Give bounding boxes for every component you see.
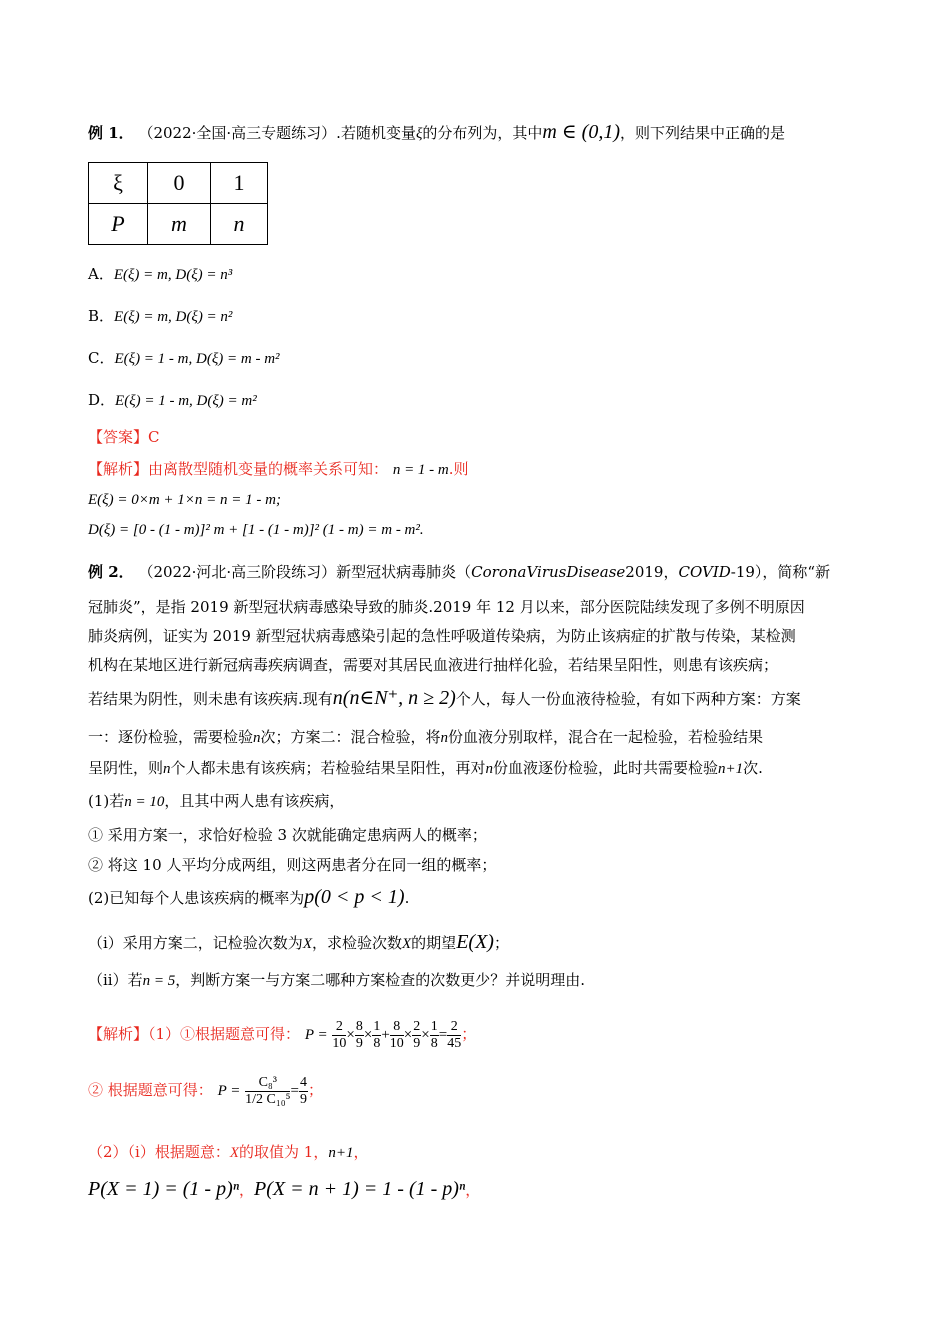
text: ，判断方案一与方案二哪种方案检查的次数更少？并说明理由. (175, 971, 586, 989)
example2-source: （2022·河北·高三阶段练习）新型冠状病毒肺炎（ (138, 563, 472, 581)
option-expr: E(ξ) = 1 - m, D(ξ) = m - m² (114, 351, 280, 367)
numerator: 2 (447, 1019, 461, 1036)
option-b (88, 306, 232, 327)
fraction (332, 1019, 346, 1052)
table-row (89, 204, 268, 245)
text: ； (307, 1081, 323, 1099)
example2-line1 (88, 562, 830, 582)
denominator: 10 (389, 1035, 404, 1051)
denominator: 8 (373, 1035, 381, 1051)
denominator: 9 (355, 1035, 363, 1051)
example2-name-en: CoronaVirusDisease (471, 563, 626, 581)
analysis-tag: 【解析】 (88, 460, 149, 478)
table-cell: ξ (89, 163, 148, 204)
example2-line4: 机构在某地区进行新冠病毒疾病调查，需要对其居民血液进行抽样化验，若结果呈阳性，则患有该疾病； (88, 656, 779, 674)
text: 个人都未患有该疾病；若检验结果呈阳性，再对 (170, 759, 486, 777)
option-a (88, 264, 232, 285)
question-1 (88, 791, 344, 812)
half: 1/2 (245, 1091, 263, 1107)
question-1-2: ② 将这 10 人平均分成两组，则这两患者分在同一组的概率； (88, 856, 497, 874)
text: ， (353, 1143, 369, 1161)
fraction (355, 1019, 364, 1052)
denominator: 45 (447, 1035, 462, 1051)
denominator: 8 (430, 1035, 438, 1051)
question-2-1 (88, 932, 509, 954)
text: (2)已知每个人患该疾病的概率为 (88, 889, 305, 907)
expr-ex: E(X) (456, 931, 494, 953)
times-sign: × (421, 1027, 430, 1043)
answer-tag: 【答案】 (88, 428, 149, 446)
text: （ii）若 (88, 971, 143, 989)
solution-3 (88, 1142, 368, 1163)
option-expr: E(ξ) = 1 - m, D(ξ) = m² (115, 393, 257, 409)
expr-n-plus-1: n+1 (718, 761, 744, 777)
fraction (372, 1019, 381, 1052)
example2-abbr: COVID (678, 563, 731, 581)
example1-question (88, 122, 785, 144)
answer (88, 427, 160, 447)
example2-label: 例 2． (88, 563, 134, 581)
text: 次. (743, 759, 763, 777)
option-expr: E(ξ) = m, D(ξ) = n³ (113, 267, 233, 283)
solution-1 (88, 1014, 476, 1055)
table-cell: n (211, 204, 268, 245)
analysis-end: .则 (448, 460, 469, 478)
fraction (447, 1019, 461, 1052)
expr-n-plus-1: n+1 (328, 1145, 354, 1161)
text: ， (465, 1181, 481, 1199)
expr-p-range: p(0 < p < 1) (304, 886, 405, 908)
plus-sign: + (381, 1027, 390, 1043)
example1-question-a: .若随机变量 (336, 124, 416, 142)
text: 份血液分别取样，混合在一起检验，若检验结果 (448, 728, 764, 746)
text: ，且其中两人患有该疾病， (164, 792, 345, 810)
text: ； (461, 1025, 477, 1043)
example2-line2: 冠肺炎”，是指 2019 新型冠状病毒感染导致的肺炎.2019 年 12 月以来，部分医院陆续发现了多例不明原因 (88, 598, 805, 616)
example2-line5 (88, 688, 801, 709)
example1-condition: m ∈ (0,1) (542, 121, 620, 143)
solution-tag: 【解析】 (88, 1025, 149, 1043)
expr-n-5: n = 5 (142, 973, 176, 989)
text: ，求检验次数 (311, 934, 402, 952)
combination-fraction (245, 1075, 290, 1108)
var-x: X (229, 1145, 240, 1161)
equals-sign: = (438, 1027, 448, 1043)
question-1-1: ① 采用方案一，求恰好检验 3 次就能确定患病两人的概率； (88, 826, 487, 844)
solution-2 (88, 1065, 323, 1116)
numerator: 1 (430, 1018, 438, 1034)
text: 个人，每人一份血液待检验，有如下两种方案：方案 (455, 690, 801, 708)
example1-xi: ξ (415, 126, 423, 142)
answer-value: C (148, 428, 160, 446)
table-row (89, 163, 268, 204)
option-c (88, 348, 280, 369)
fraction (390, 1019, 404, 1052)
solution-4 (88, 1179, 480, 1200)
expectation-line: E(ξ) = 0×m + 1×n = n = 1 - m; (88, 492, 281, 508)
option-letter: A． (88, 265, 114, 283)
text: 一：逐份检验，需要检验 (88, 728, 254, 746)
example1-question-b: 的分布列为，其中 (422, 124, 543, 142)
expr-px1: P(X = 1) = (1 - p)ⁿ (88, 1178, 240, 1200)
option-expr: E(ξ) = m, D(ξ) = n² (114, 309, 233, 325)
question-2-2 (88, 970, 585, 991)
var-x: X (302, 936, 312, 952)
expr-n-10: n = 10 (124, 794, 165, 810)
analysis (88, 459, 469, 480)
numerator: 8 (390, 1019, 404, 1036)
option-letter: D． (88, 391, 116, 409)
numerator: 2 (332, 1019, 346, 1036)
text: 份血液逐份检验，此时共需要检验 (493, 759, 719, 777)
var-n: n (485, 761, 494, 777)
analysis-text: 由离散型随机变量的概率关系可知： (148, 460, 389, 478)
text: (1)若 (88, 792, 125, 810)
example2-line7 (88, 758, 763, 779)
text: （i）采用方案二，记检验次数为 (88, 934, 303, 952)
text: （1）①根据题意可得： (148, 1025, 301, 1043)
expr-pxn1: P(X = n + 1) = 1 - (1 - p)ⁿ (254, 1178, 466, 1200)
var-n: n (440, 730, 449, 746)
equals-sign: = (290, 1083, 299, 1099)
analysis-expr: n = 1 - m (392, 462, 449, 478)
var-x: X (402, 936, 412, 952)
numerator: 1 (373, 1018, 381, 1034)
example2-line3: 肺炎病例，证实为 2019 新型冠状病毒感染引起的急性呼吸道传染病，为防止该病症的扩散与传染，某检测 (88, 627, 796, 645)
fraction (412, 1019, 421, 1052)
option-d (88, 390, 257, 411)
text: 呈阴性，则 (88, 759, 164, 777)
text: ② 根据题意可得： (88, 1081, 213, 1099)
numerator: 4 (299, 1074, 307, 1090)
text: ， (239, 1181, 255, 1199)
example1-label: 例 1． (88, 124, 134, 142)
text: ； (493, 934, 509, 952)
distribution-table (88, 162, 268, 245)
times-sign: × (363, 1027, 373, 1043)
times-sign: × (346, 1027, 355, 1043)
expr-n-condition: n(n∈N⁺, n ≥ 2) (332, 687, 456, 709)
text: 若结果为阴性，则未患有该疾病.现有 (88, 690, 333, 708)
text: （2）（i）根据题意： (88, 1143, 230, 1161)
combination: C₁₀⁵ (266, 1091, 291, 1107)
table-cell: P (89, 204, 148, 245)
denominator: 9 (299, 1091, 307, 1107)
text: 的期望 (411, 934, 457, 952)
denominator: 10 (332, 1035, 347, 1051)
numerator: 8 (355, 1018, 363, 1034)
table-cell: 0 (148, 163, 211, 204)
times-sign: × (403, 1027, 413, 1043)
table-cell: 1 (211, 163, 268, 204)
question-2 (88, 887, 409, 908)
example2-abbr-tail: -19），简称“新 (730, 563, 831, 581)
option-letter: C． (88, 349, 115, 367)
fraction (430, 1019, 439, 1052)
var-n: n (163, 761, 171, 777)
example1-source: （2022·全国·高三专题练习） (138, 124, 337, 142)
numerator: 2 (413, 1018, 421, 1034)
example2-line6 (88, 727, 763, 748)
table-cell: m (148, 204, 211, 245)
example1-question-c: ，则下列结果中正确的是 (619, 124, 785, 142)
denominator: 9 (413, 1035, 421, 1051)
variance-line: D(ξ) = [0 - (1 - m)]² m + [1 - (1 - m)]² (1 - m) = m - m². (88, 522, 424, 538)
numerator: C₈³ (245, 1075, 290, 1092)
text: 的取值为 1， (239, 1143, 329, 1161)
text: . (404, 889, 410, 907)
var-n: n (253, 730, 261, 746)
text: 次；方案二：混合检验，将 (260, 728, 441, 746)
example2-year: 2019， (625, 563, 679, 581)
expr-p: P = (217, 1083, 241, 1099)
option-letter: B． (88, 307, 115, 325)
denominator (245, 1092, 290, 1108)
expr-p: P = (304, 1027, 328, 1043)
fraction (299, 1075, 308, 1108)
